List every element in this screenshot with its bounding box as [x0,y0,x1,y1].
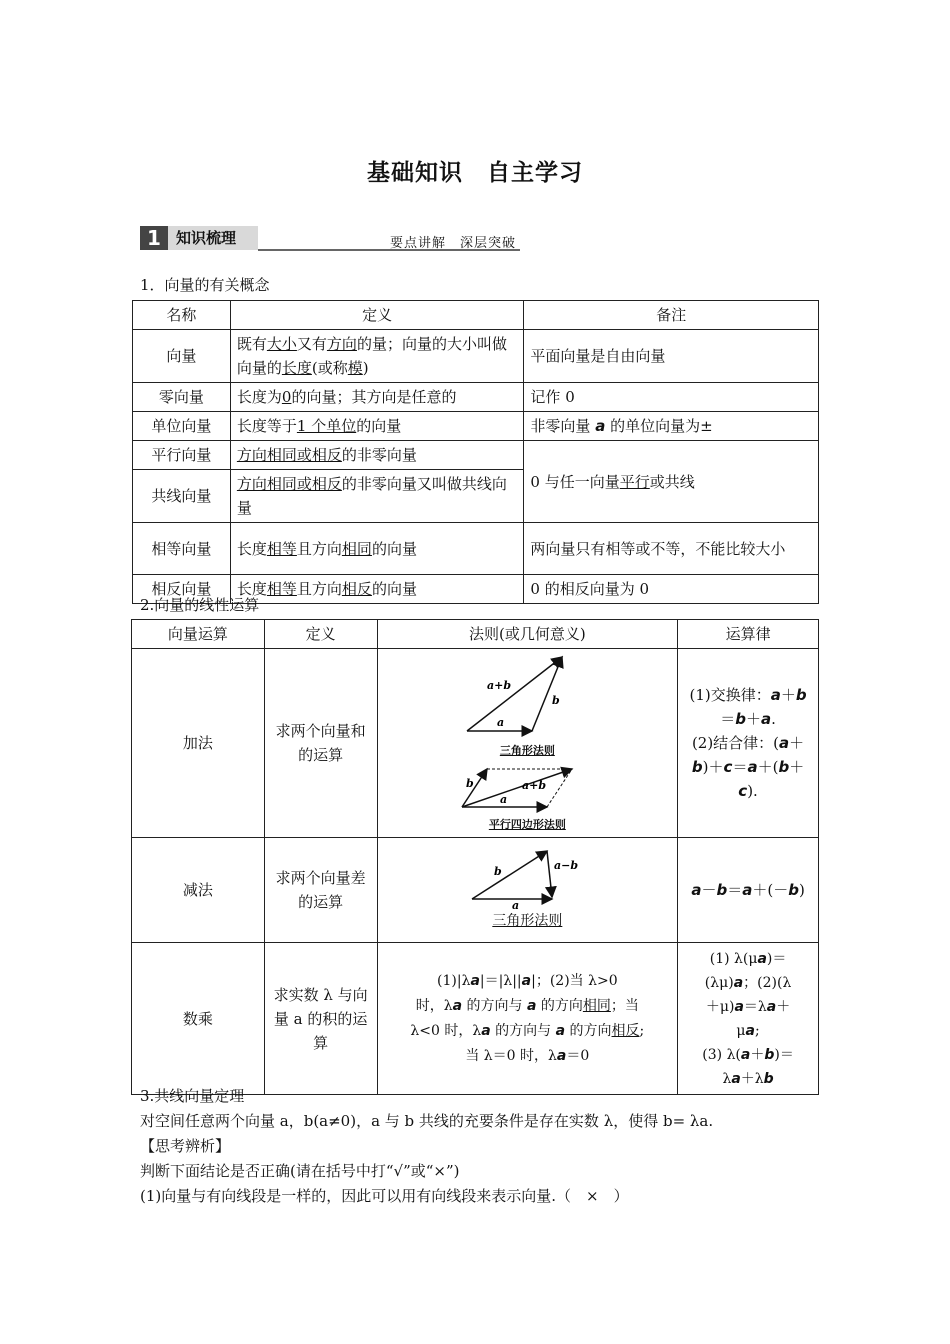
cell-remark: 记作 0 [524,383,819,412]
cell-remark: 0 的相反向量为 0 [524,575,819,604]
cell-op-name: 数乘 [132,943,265,1095]
label-b: b [466,777,475,790]
table-row [133,383,819,412]
table-header-row [133,301,819,330]
cell-name: 向量 [133,330,231,383]
table-row [133,412,819,441]
parallelogram-rule-diagram [452,763,602,813]
parallelogram-rule-caption: 平行四边形法则 [488,818,566,831]
cell-name: 相反向量 [133,575,231,604]
triangle-rule-diagram [452,649,602,739]
cell-name: 共线向量 [133,470,231,523]
table-row [132,838,819,943]
section-subtitle: 要点讲解 深层突破 [390,236,517,251]
table-row [133,523,819,575]
cell-addition-figures [377,649,678,838]
collinear-theorem-text: 对空间任意两个向量 a，b(a≠0)，a 与 b 共线的充要条件是存在实数 λ，使得 b= λa. [140,1112,714,1130]
cell-remark: 非零向量 a 的单位向量为± [524,412,819,441]
cell-remark: 0 与任一向量平行或共线 [524,441,819,523]
cell-definition: 长度相等且方向相反的向量 [230,575,524,604]
section-header [140,226,520,252]
heading-linear-operations: 2.向量的线性运算 [140,596,260,614]
cell-definition: 既有大小又有方向的量；向量的大小叫做向量的长度(或称模) [230,330,524,383]
cell-definition: 方向相同或相反的非零向量又叫做共线向量 [230,470,524,523]
col-header: 运算律 [678,620,819,649]
label-a: a [512,899,520,909]
col-header: 定义 [230,301,524,330]
think-heading: 【思考辨析】 [140,1137,231,1155]
label-b: b [494,865,503,878]
cell-definition: 长度相等且方向相同的向量 [230,523,524,575]
subtraction-caption: 三角形法则 [492,913,563,929]
cell-op-definition: 求实数 λ 与向量 a 的积的运算 [264,943,377,1095]
table-row [132,943,819,1095]
label-a: a [500,793,508,806]
table-header-row [132,620,819,649]
cell-definition: 长度等于1 个单位的向量 [230,412,524,441]
col-header: 名称 [133,301,231,330]
cell-name: 相等向量 [133,523,231,575]
cell-name: 零向量 [133,383,231,412]
col-header: 备注 [524,301,819,330]
table-row [132,649,819,838]
cell-op-definition: 求两个向量差的运算 [264,838,377,943]
cell-remark: 两向量只有相等或不等，不能比较大小 [524,523,819,575]
label-a-minus-b: a−b [554,859,579,872]
label-a-plus-b: a+b [522,779,547,792]
cell-name: 单位向量 [133,412,231,441]
cell-op-laws: (1)交换律：a＋b ＝b＋a. (2)结合律：(a＋ b)＋c＝a＋(b＋ c). [678,649,819,838]
cell-op-definition: 求两个向量和的运算 [264,649,377,838]
cell-op-name: 加法 [132,649,265,838]
section-number: 1 [140,226,168,250]
cell-remark: 平面向量是自由向量 [524,330,819,383]
table-row [133,330,819,383]
linear-operations-table [131,619,819,1095]
cell-op-laws: a－b＝a＋(－b) [678,838,819,943]
label-b: b [552,694,561,707]
table-row [133,441,819,470]
cell-op-laws: (1) λ(μa)＝ (λμ)a；(2)(λ ＋μ)a＝λa＋ μa; (3) λ(a＋b)＝ λa＋λb [678,943,819,1095]
cell-op-name: 减法 [132,838,265,943]
heading-vector-concepts: 1．向量的有关概念 [140,276,270,294]
think-item-1: (1)向量与有向线段是一样的，因此可以用有向线段来表示向量.（ × ） [140,1187,629,1205]
col-header: 向量运算 [132,620,265,649]
cell-subtraction-figure [377,838,678,943]
cell-op-rule: (1)|λa|＝|λ||a|；(2)当 λ>0 时，λa 的方向与 a 的方向相同；当 λ<0 时，λa 的方向与 a 的方向相反; 当 λ＝0 时，λa＝0 [377,943,678,1095]
section-name: 知识梳理 [168,226,258,250]
think-question: 判断下面结论是否正确(请在括号中打“√”或“×”) [140,1162,460,1180]
page-title: 基础知识 自主学习 [367,160,583,186]
heading-collinear-theorem: 3.共线向量定理 [140,1087,245,1105]
vector-concepts-table [132,300,819,604]
col-header: 定义 [264,620,377,649]
label-a-plus-b: a+b [487,679,512,692]
label-a: a [497,716,505,729]
cell-definition: 方向相同或相反的非零向量 [230,441,524,470]
cell-definition: 长度为0的向量；其方向是任意的 [230,383,524,412]
col-header: 法则(或几何意义) [377,620,678,649]
cell-name: 平行向量 [133,441,231,470]
subtraction-diagram [452,847,602,909]
triangle-rule-caption: 三角形法则 [499,744,555,757]
